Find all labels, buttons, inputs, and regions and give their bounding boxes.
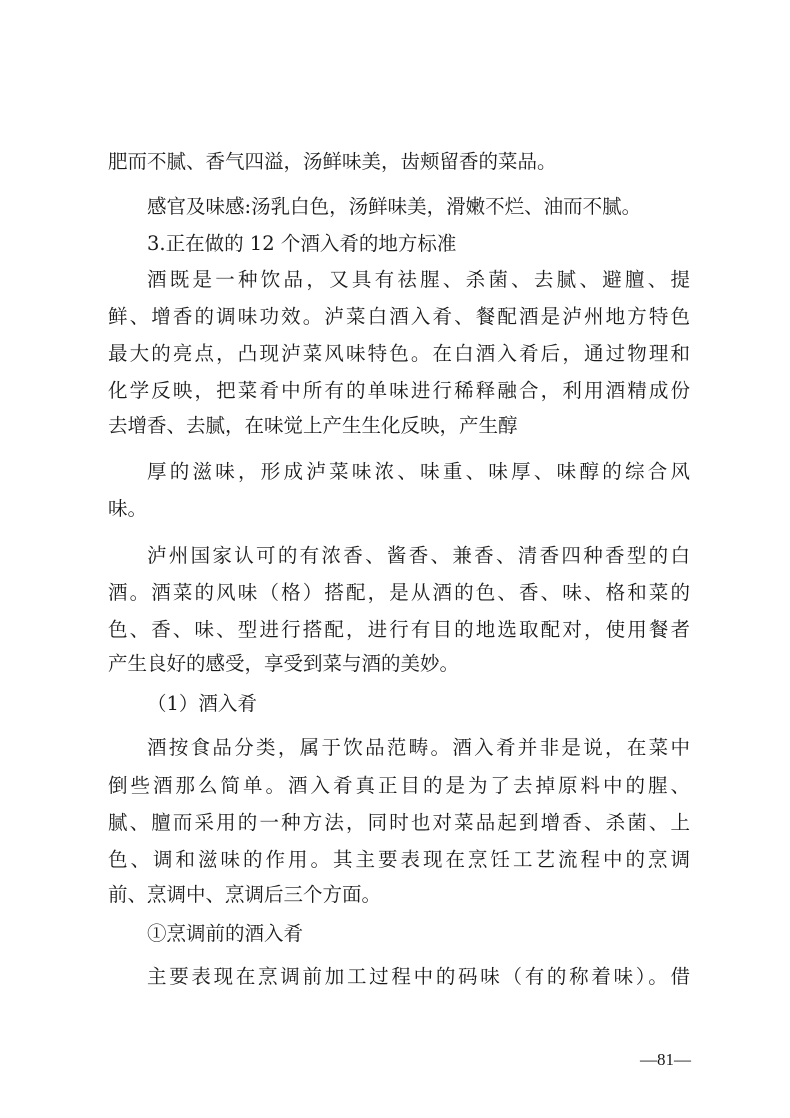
text-line-17: 倒些酒那么简单。酒入肴真正目的是为了去掉原料中的腥、: [108, 774, 690, 797]
page-number: —81—: [640, 1050, 691, 1069]
text-line-8: 去增香、去腻，在味觉上产生生化反映，产生醇: [108, 414, 518, 437]
text-line-1: 肥而不腻、香气四溢，汤鲜味美，齿颊留香的菜品。: [108, 150, 557, 173]
text-line-13: 色、香、味、型进行搭配，进行有目的地选取配对，使用餐者: [108, 618, 690, 641]
text-line-20: 前、烹调中、烹调后三个方面。: [108, 883, 382, 906]
subsection-heading-circle-1: ①烹调前的酒入肴: [147, 922, 304, 945]
text-line-22: 主要表现在烹调前加工过程中的码味（有的称着味）。借: [147, 965, 690, 988]
text-line-12: 酒。酒菜的风味（格）搭配，是从酒的色、香、味、格和菜的: [108, 581, 690, 604]
text-line-9: 厚的滋味，形成泸菜味浓、味重、味厚、味醇的综合风: [147, 460, 690, 483]
section-heading-3: 3.正在做的 12 个酒入肴的地方标准: [147, 232, 457, 255]
text-line-2: 感官及味感:汤乳白色，汤鲜味美，滑嫩不烂、油而不腻。: [147, 195, 642, 218]
text-line-16: 酒按食品分类，属于饮品范畴。酒入肴并非是说，在菜中: [147, 736, 690, 759]
subsection-heading-1: （1）酒入肴: [147, 692, 257, 715]
text-line-6: 最大的亮点，凸现泸菜风味特色。在白酒入肴后，通过物理和: [108, 342, 690, 365]
text-line-10: 味。: [108, 497, 148, 520]
text-line-7: 化学反映，把菜肴中所有的单味进行稀释融合，利用酒精成份: [108, 379, 690, 402]
text-line-11: 泸州国家认可的有浓香、酱香、兼香、清香四种香型的白: [147, 544, 690, 567]
text-line-5: 鲜、增香的调味功效。泸菜白酒入肴、餐配酒是泸州地方特色: [108, 305, 690, 328]
text-line-18: 腻、膻而采用的一种方法，同时也对菜品起到增香、杀菌、上: [108, 811, 690, 834]
text-line-14: 产生良好的感受，享受到菜与酒的美妙。: [108, 652, 460, 675]
text-line-4: 酒既是一种饮品，又具有祛腥、杀菌、去腻、避膻、提: [147, 268, 690, 291]
text-line-19: 色、调和滋味的作用。其主要表现在烹饪工艺流程中的烹调: [108, 848, 690, 871]
